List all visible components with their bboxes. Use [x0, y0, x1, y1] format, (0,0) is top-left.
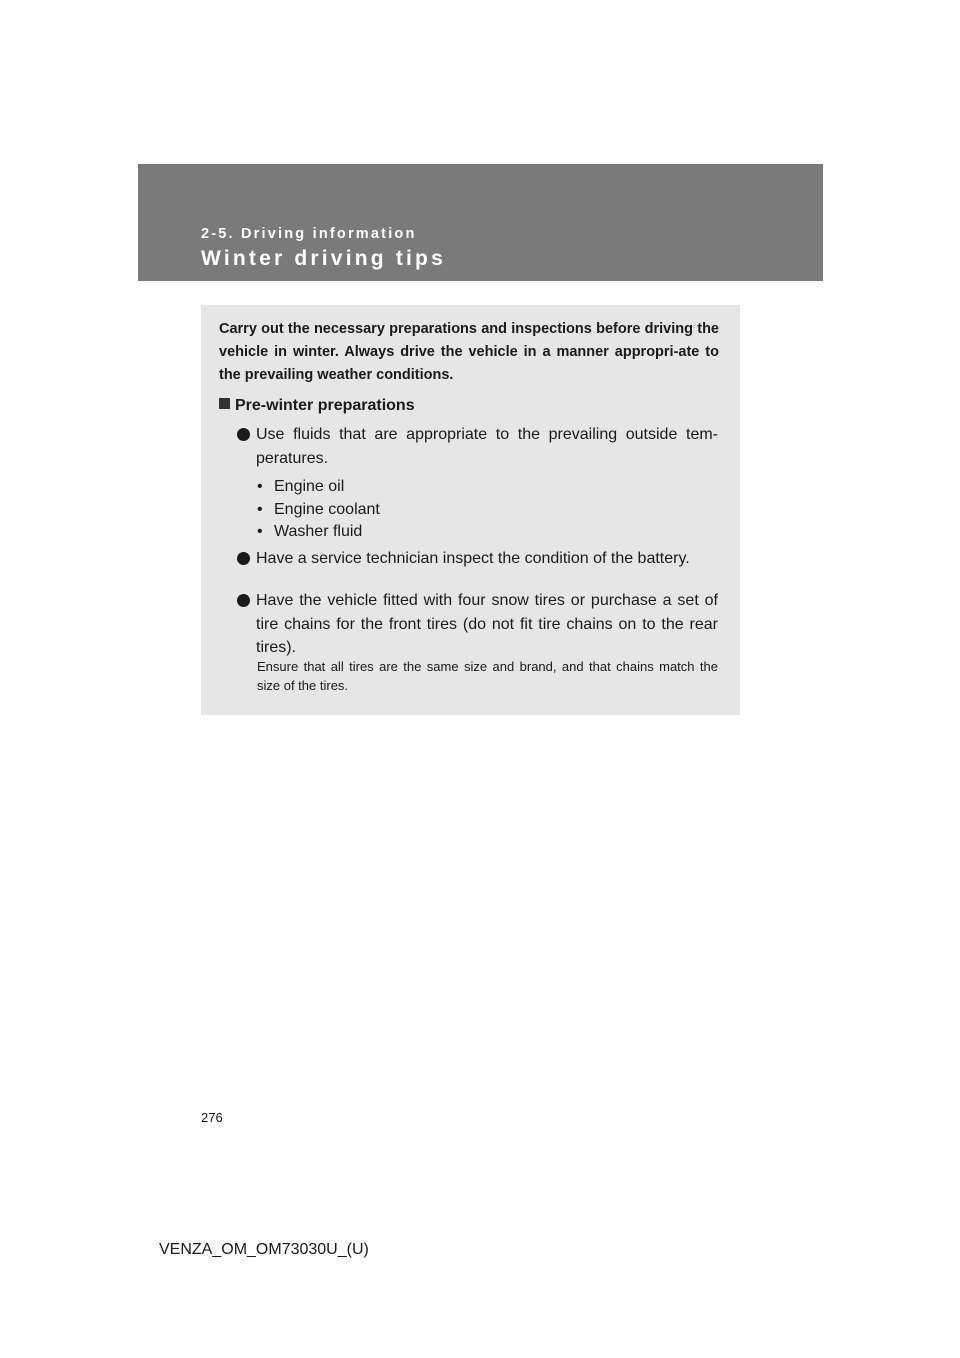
- subheading-text: Pre-winter preparations: [235, 397, 415, 414]
- dot-bullet-icon: •: [257, 478, 263, 495]
- fluid-name: Engine oil: [274, 478, 345, 495]
- fluid-list: [257, 476, 380, 544]
- round-bullet-icon: [237, 428, 250, 441]
- square-bullet-icon: [219, 398, 230, 409]
- round-bullet-icon: [237, 594, 250, 607]
- list-item: [237, 589, 718, 660]
- dot-bullet-icon: •: [257, 500, 263, 518]
- list-item-text: Use fluids that are appropriate to the prevailing outside tem-peratures.: [256, 426, 718, 467]
- fluid-name: Engine coolant: [274, 500, 380, 518]
- round-bullet-icon: [237, 552, 250, 565]
- fluid-list-item: [257, 521, 380, 544]
- fluid-name: Washer fluid: [274, 523, 363, 540]
- intro-paragraph: Carry out the necessary preparations and inspections before driving the vehicle in winter. Always drive the vehicle in a manner appropri-ate to the prevailing weather conditions.: [219, 321, 719, 383]
- list-item: [237, 423, 718, 470]
- dot-bullet-icon: •: [257, 523, 263, 540]
- page-title: Winter driving tips: [201, 247, 446, 270]
- list-item: [237, 547, 718, 571]
- note-text: Ensure that all tires are the same size and brand, and that chains match the size of the tires.: [257, 659, 718, 693]
- fluid-list-item: [257, 499, 380, 522]
- content-box: [201, 305, 740, 715]
- list-item-text: Have a service technician inspect the condition of the battery.: [256, 550, 690, 567]
- section-label: 2-5. Driving information: [201, 226, 417, 242]
- section-header-band: [138, 164, 823, 281]
- document-code: VENZA_OM_OM73030U_(U): [159, 1241, 369, 1258]
- subheading: [219, 397, 415, 415]
- fluid-list-item: [257, 476, 380, 499]
- page-number: 276: [201, 1110, 223, 1125]
- list-item-text: Have the vehicle fitted with four snow tires or purchase a set of tire chains for the front tires (do not fit tire chains on to the rear tires).: [256, 592, 718, 656]
